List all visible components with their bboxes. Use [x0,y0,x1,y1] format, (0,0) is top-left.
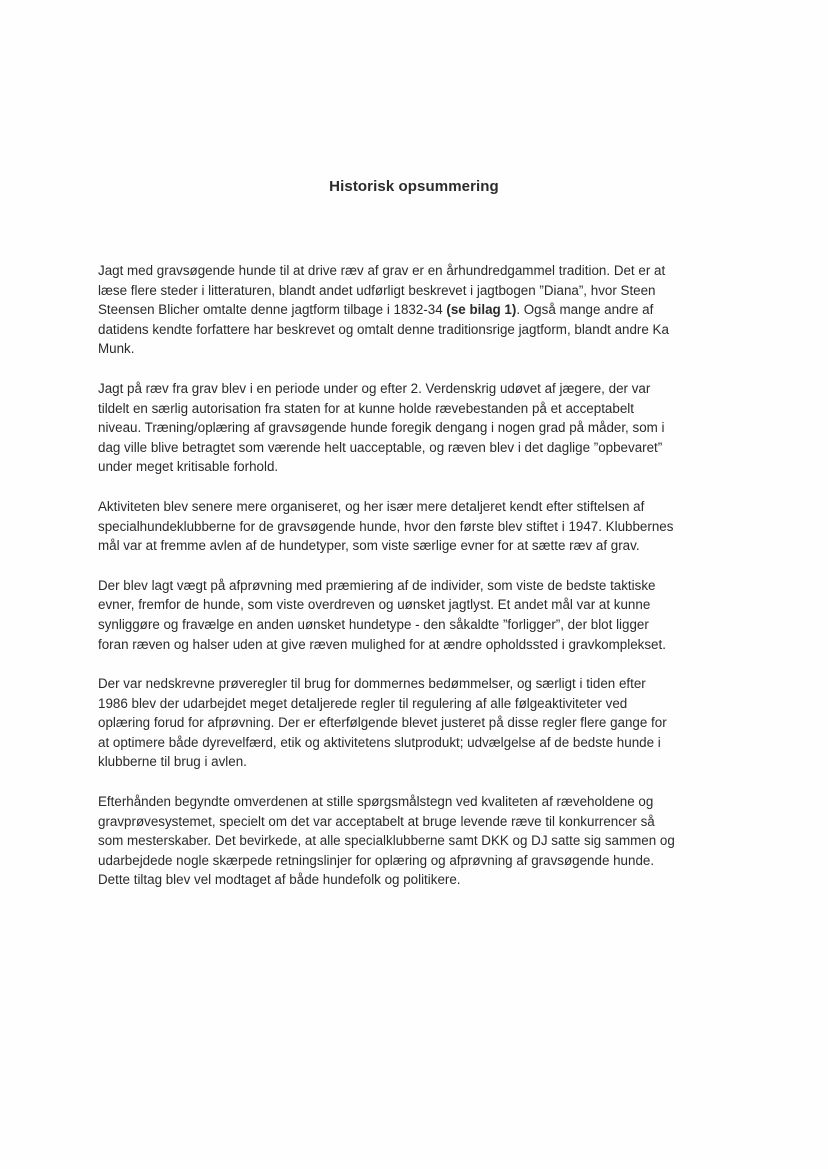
text-line: Munk. [98,341,135,357]
text-line: klubberne til brug i avlen. [98,754,247,770]
text-line: Dette tiltag blev vel modtaget af både hundefolk og politikere. [98,872,461,888]
page-title: Historisk opsummering [329,178,499,195]
text-line: oplæring forud for afprøvning. Der er efterfølgende blevet justeret på disse regler flere gange for [98,715,667,731]
paragraph-5 [98,674,738,772]
text-segment: Steensen Blicher omtalte denne jagtform tilbage i 1832-34 [98,302,447,318]
paragraph-4 [98,576,738,654]
paragraph-2 [98,379,738,477]
text-line: Der blev lagt vægt på afprøvning med præmiering af de individer, som viste de bedste taktiske [98,577,656,593]
text-line: datidens kendte forfattere har beskrevet og omtalt denne traditionsrige jagtform, blandt andre Ka [98,321,669,337]
appendix-reference: (se bilag 1) [446,302,517,318]
text-line: Jagt på ræv fra grav blev i en periode under og efter 2. Verdenskrig udøvet af jægere, der var [98,380,651,396]
text-line [98,300,738,320]
document-body [98,261,738,910]
paragraph-1 [98,261,738,359]
text-line: gravprøvesystemet, specielt om det var acceptabelt at bruge levende ræve til konkurrencer så [98,813,655,829]
text-line: udarbejdede nogle skærpede retningslinjer for oplæring og afprøvning af gravsøgende hunde. [98,852,655,868]
paragraph-3 [98,497,738,556]
text-line: synliggøre og fravælge en anden uønsket hundetype - den såkaldte ”forligger”, der blot ligger [98,616,649,632]
text-line: evner, fremfor de hunde, som viste overdreven og uønsket jagtlyst. Et andet mål var at kunne [98,597,651,613]
text-line: Aktiviteten blev senere mere organiseret, og her især mere detaljeret kendt efter stiftelsen af [98,498,645,514]
text-line: at optimere både dyrevelfærd, etik og aktivitetens slutprodukt; udvælgelse af de bedste hunde i [98,734,661,750]
text-line: Jagt med gravsøgende hunde til at drive ræv af grav er en århundredgammel tradition. Det er at [98,263,666,278]
text-line: læse flere steder i litteraturen, blandt andet udførligt beskrevet i jagtbogen ”Diana”, hvor Steen [98,282,656,298]
text-line: tildelt en særlig autorisation fra staten for at kunne holde rævebestanden på et acceptabelt [98,400,634,416]
text-line: Efterhånden begyndte omverdenen at stille spørgsmålstegn ved kvaliteten af ræveholdene og [98,794,654,810]
paragraph-6 [98,792,738,890]
text-line: dag ville blive betragtet som værende helt uacceptable, og ræven blev i det daglige ”opbevaret” [98,439,663,455]
text-line: specialhundeklubberne for de gravsøgende hunde, hvor den første blev stiftet i 1947. Klubbernes [98,518,674,534]
text-line: som mesterskaber. Det bevirkede, at alle specialklubberne samt DKK og DJ satte sig sammen og [98,833,675,849]
text-line: under meget kritisable forhold. [98,459,279,475]
text-line: Der var nedskrevne prøveregler til brug for dommernes bedømmelser, og særligt i tiden efter [98,676,646,692]
text-line: foran ræven og halser uden at give ræven mulighed for at ændre opholdssted i gravkomplekset. [98,636,666,652]
text-segment: . Også mange andre af [516,302,654,318]
text-line: 1986 blev der udarbejdet meget detaljerede regler til regulering af alle følgeaktiviteter ved [98,695,628,711]
text-line: niveau. Træning/oplæring af gravsøgende hunde foregik dengang i nogen grad på måder, som i [98,420,665,436]
text-line: mål var at fremme avlen af de hundetyper, som viste særlige evner for at sætte ræv af grav. [98,538,640,554]
